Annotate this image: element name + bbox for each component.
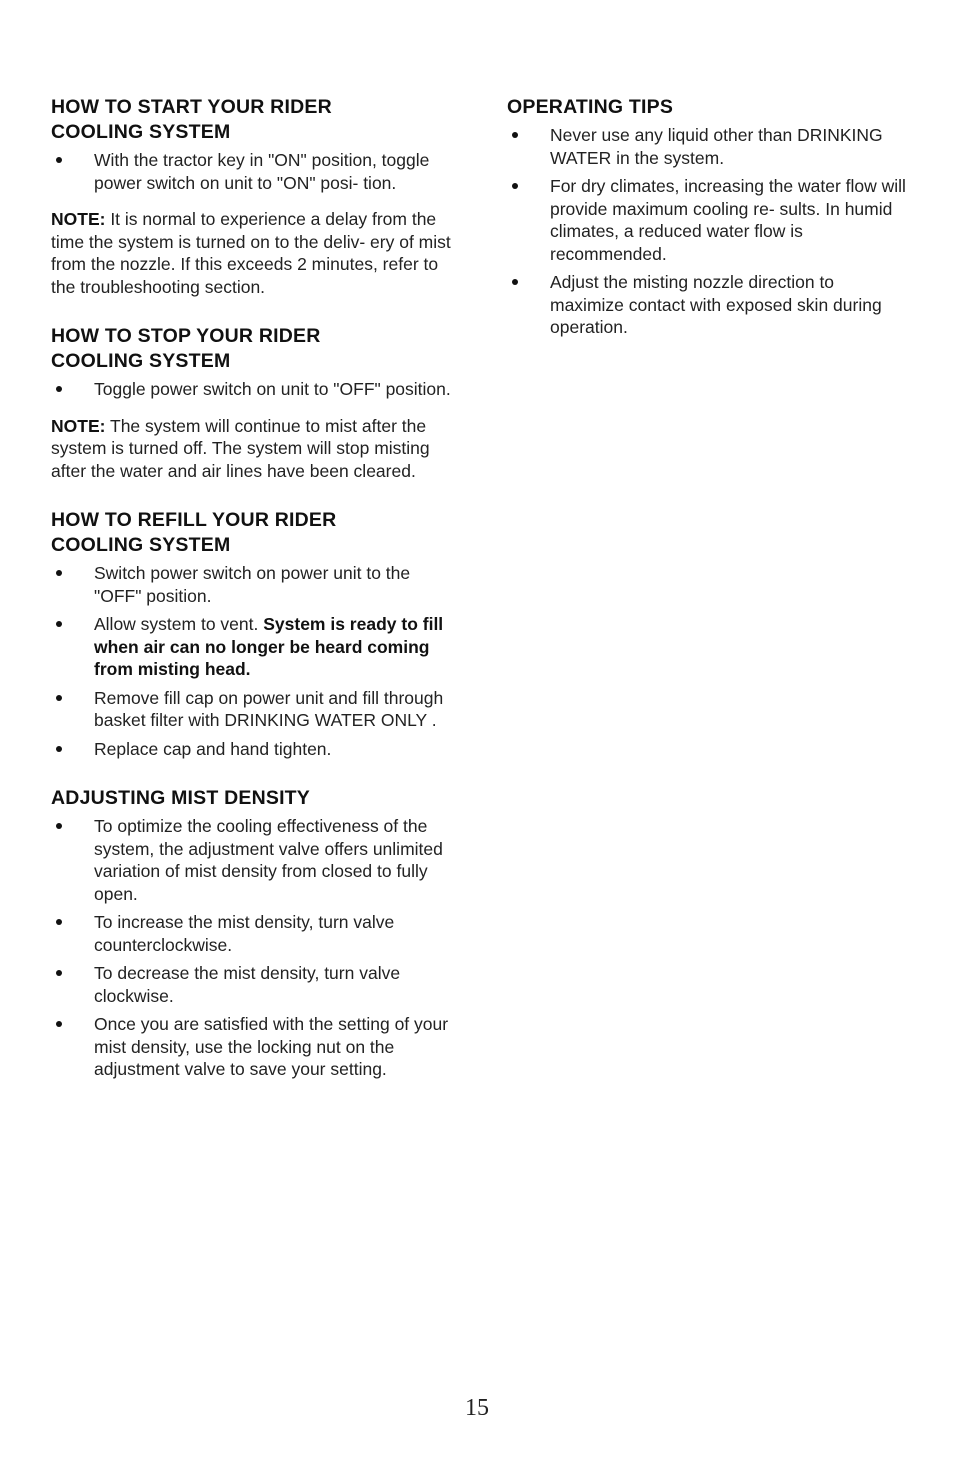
bullet-item: Replace cap and hand tighten. xyxy=(51,738,456,761)
note-label: NOTE: xyxy=(51,415,106,436)
note xyxy=(51,208,456,298)
section-start xyxy=(51,95,456,298)
bullet-item: To increase the mist density, turn valve counterclockwise. xyxy=(51,911,456,956)
bullet-item: With the tractor key in "ON" position, toggle power switch on unit to "ON" posi- tion. xyxy=(51,149,456,194)
section-tips-heading: OPERATING TIPS xyxy=(507,96,674,118)
heading-line: HOW TO STOP YOUR RIDER xyxy=(51,325,321,347)
bullet-list xyxy=(51,815,456,1081)
bullet-item: For dry climates, increasing the water flow will provide maximum cooling re- sults. In humid climates, a reduced water flow is recommended. xyxy=(507,175,912,265)
section-mist-density xyxy=(51,786,456,1081)
section-refill xyxy=(51,508,456,760)
note-label: NOTE: xyxy=(51,209,106,229)
bullet-item: Adjust the misting nozzle direction to maximize contact with exposed skin during operation. xyxy=(507,271,912,339)
section-start-heading xyxy=(51,95,456,145)
page-number: 15 xyxy=(465,1395,489,1421)
bullet-item: Once you are satisfied with the setting of your mist density, use the locking nut on the adjustment valve to save your setting. xyxy=(51,1013,456,1081)
bullet-emphasis: System is ready to fill when air can no longer be heard coming from misting head. xyxy=(94,614,444,679)
section-mist-heading: ADJUSTING MIST DENSITY xyxy=(51,787,311,809)
note-text: It is normal to experience a delay from the time the system is turned on to the deliv- ery of mist from the nozzle. If this exceeds 2 minutes, refer to the troubleshooting section. xyxy=(51,209,451,297)
section-stop-heading xyxy=(51,324,456,374)
left-column xyxy=(51,95,456,1107)
section-refill-heading xyxy=(51,508,456,558)
bullet-item: Toggle power switch on unit to "OFF" position. xyxy=(51,378,456,401)
note xyxy=(51,415,456,483)
right-column xyxy=(507,95,912,365)
heading-line: HOW TO REFILL YOUR RIDER xyxy=(51,509,337,531)
section-operating-tips xyxy=(507,95,912,339)
bullet-text: Allow system to vent. xyxy=(94,614,264,634)
bullet-item: To optimize the cooling effectiveness of the system, the adjustment valve offers unlimited variation of mist density from closed to fully open. xyxy=(51,815,456,905)
section-stop xyxy=(51,324,456,482)
bullet-item: To decrease the mist density, turn valve clockwise. xyxy=(51,962,456,1007)
bullet-item: Never use any liquid other than DRINKING WATER in the system. xyxy=(507,124,912,169)
heading-line: COOLING SYSTEM xyxy=(51,534,231,556)
bullet-item xyxy=(51,613,456,681)
bullet-list xyxy=(51,149,456,194)
bullet-list xyxy=(51,378,456,401)
note-text: The system will continue to mist after the system is turned off. The system will stop misting after the water and air lines have been cleared. xyxy=(51,415,430,481)
heading-line: HOW TO START YOUR RIDER xyxy=(51,96,332,118)
heading-line: COOLING SYSTEM xyxy=(51,121,231,143)
heading-line: COOLING SYSTEM xyxy=(51,350,231,372)
bullet-item: Remove fill cap on power unit and fill through basket filter with DRINKING WATER ONLY . xyxy=(51,687,456,732)
bullet-list xyxy=(507,124,912,339)
bullet-list xyxy=(51,562,456,760)
bullet-item: Switch power switch on power unit to the "OFF" position. xyxy=(51,562,456,607)
